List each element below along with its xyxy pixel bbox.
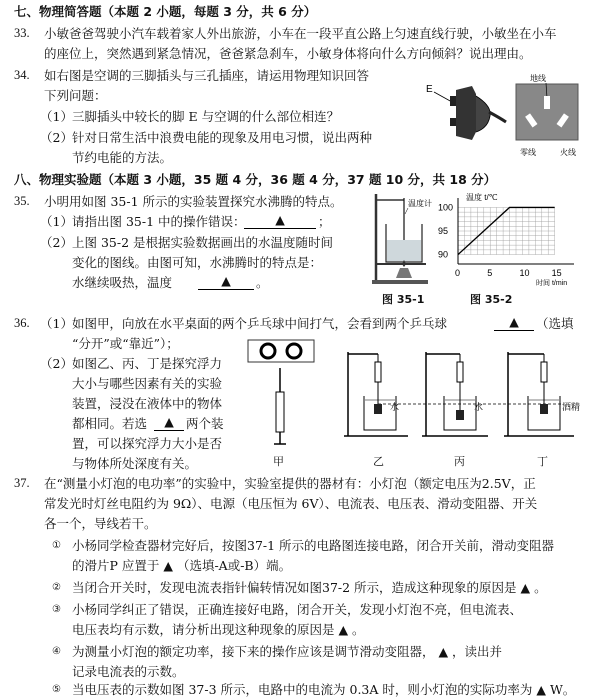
- q37-line2: 常发光时灯丝电阻约为 9Ω）、电源（电压恒为 6V）、电流表、电压表、滑动变阻器、开关: [44, 496, 538, 511]
- q37-item1-line2: 的滑片P 应置于 ▲ （选填-A或-B）端。: [72, 558, 292, 573]
- fig-jia: [244, 338, 316, 448]
- q37-item4-line2: 记录电流表的示数。: [72, 664, 185, 679]
- chart-y-label: 温度 t/℃: [466, 193, 498, 202]
- q37-item2-num: ②: [52, 582, 61, 593]
- fig35-2-caption: 图 35-2: [470, 293, 513, 306]
- yi-spring-scale: [375, 362, 381, 382]
- q36-sub2-num: （2）: [40, 356, 73, 371]
- q36-sub2-line5: 置，可以探究浮力大小是否: [72, 436, 223, 451]
- socket-label-neutral: 零线: [520, 148, 536, 157]
- q35-sub2-last: 水继续吸热，温度: [72, 275, 173, 290]
- q36-sub1-num: （1）: [40, 316, 73, 331]
- chart-x-label: 时间 t/min: [536, 280, 568, 287]
- chart-y-tick-label: 100: [438, 202, 454, 213]
- pingpong-right: [287, 344, 301, 358]
- fig-ding-label: 丁: [537, 455, 548, 468]
- q37-item5-num: ⑤: [52, 684, 61, 695]
- q37-item3-line2: 电压表均有示数，请分析出现这种现象的原因是 ▲ 。: [72, 622, 365, 637]
- plug-label-e: E: [426, 84, 433, 95]
- q37-item2-line1: 当闭合开关时，发现电流表指针偏转情况如图37-2 所示，造成这种现象的原因是 ▲ 。: [72, 580, 547, 595]
- q37-item4-line1: 为测量小灯泡的额定功率，接下来的操作应该是调节滑动变阻器， ▲ ，读出并: [72, 644, 503, 659]
- q36-sub2-after: 两个装: [186, 416, 224, 431]
- fig-ding-setup: [504, 352, 580, 436]
- syringe: [276, 392, 284, 432]
- ding-object: [540, 404, 548, 414]
- plug-pin-lower: [450, 118, 456, 126]
- q37-item4-num: ④: [52, 646, 61, 657]
- plug-socket-figure: [420, 70, 592, 162]
- chart-x-tick-label: 0: [455, 268, 461, 278]
- q36-sub1-tail: （选填: [536, 316, 574, 331]
- ding-spring-scale: [541, 362, 547, 382]
- q36-sub2-blank[interactable]: ▲: [154, 414, 184, 431]
- q37-item5-line1: 当电压表的示数如图 37-3 所示，电路中的电流为 0.3A 时，则小灯泡的实际功率为 ▲ W。: [72, 682, 576, 697]
- bing-liquid-label: 水: [474, 402, 484, 412]
- socket-hole-ground: [544, 96, 550, 109]
- q34-line2: 下列问题：: [44, 88, 107, 103]
- q35-sub1-text: 请指出图 35-1 中的操作错误：: [72, 214, 246, 229]
- q34-sub2-line2: 节约电能的方法。: [72, 150, 173, 165]
- q36-sub1-line2: “分开”或“靠近”）；: [72, 336, 179, 351]
- q36-sub2-line6: 与物体所处深度有关。: [72, 456, 198, 471]
- q36-sub2-line4: 都相同。若选: [72, 416, 148, 431]
- q37-line1: 在“测量小灯泡的电功率”的实验中，实验室提供的器材有：小灯泡（额定电压为2.5V，正: [44, 476, 536, 491]
- alcohol-lamp: [396, 268, 412, 278]
- q33-line1: 小敏爸爸驾驶小汽车载着家人外出旅游，小车在一段平直公路上匀速直线行驶，小敏坐在小车: [44, 26, 557, 41]
- fig-yi-setup: [344, 352, 408, 436]
- q34-number: 34.: [14, 68, 30, 82]
- q36-number: 36.: [14, 316, 30, 330]
- q34-sub2-line1: 针对日常生活中浪费电能的现象及用电习惯，说出两种: [72, 130, 373, 145]
- chart-x-tick-label: 10: [519, 268, 530, 278]
- q37-item3-num: ③: [52, 604, 61, 615]
- fig-bing-setup: [422, 352, 488, 436]
- q35-sub2-tail: 。: [256, 275, 269, 290]
- q33-number: 33.: [14, 26, 30, 40]
- q34-line1: 如右图是空调的三脚插头与三孔插座，请运用物理知识回答: [44, 68, 370, 83]
- plug-pin-e: [450, 96, 456, 106]
- fig-bing-label: 丙: [454, 455, 465, 468]
- chart-x-tick-label: 15: [551, 268, 562, 278]
- q35-sub1-num: （1）: [40, 214, 73, 229]
- socket-label-ground: 地线: [530, 74, 546, 83]
- fig35-1-apparatus: [358, 190, 438, 288]
- q35-sub1-tail: ；: [318, 214, 331, 229]
- q34-sub1-text: 三脚插头中较长的脚 E 与空调的什么部位相连？: [72, 109, 340, 124]
- q35-sub2-num: （2）: [40, 235, 73, 250]
- q37-number: 37.: [14, 476, 30, 490]
- q36-sub1-blank[interactable]: ▲: [494, 314, 534, 331]
- plug-body: [456, 86, 476, 140]
- chart-y-tick-label: 95: [438, 226, 449, 236]
- q36-sub2-line1: 如图乙、丙、丁是探究浮力: [72, 356, 223, 371]
- socket-label-live: 火线: [560, 148, 576, 157]
- q35-sub2-line2: 变化的图线。由图可知，水沸腾时的特点是：: [72, 255, 323, 270]
- q33-line2: 的座位上，突然遇到紧急情况，爸爸紧急刹车，小敏身体将向什么方向倾斜？说出理由。: [44, 46, 532, 61]
- section8-title: 八、物理实验题（本题 3 小题，35 题 4 分，36 题 4 分，37 题 10 分，共 18 分）: [14, 172, 497, 187]
- jia-table: [248, 340, 314, 362]
- yi-liquid-label: 水: [390, 402, 400, 412]
- fig35-1-caption: 图 35-1: [382, 293, 425, 306]
- q37-item1-num: ①: [52, 540, 61, 551]
- plug-cable: [489, 112, 506, 122]
- q35-sub1-blank[interactable]: ▲: [244, 212, 316, 229]
- fig35-2-chart: [432, 192, 580, 288]
- q34-sub2-num: （2）: [40, 130, 73, 145]
- bing-spring-scale: [457, 362, 463, 382]
- q35-line: 小明用如图 35-1 所示的实验装置探究水沸腾的特点。: [44, 194, 343, 209]
- fig-jia-label: 甲: [273, 455, 284, 468]
- q36-sub2-line3: 装置，浸没在液体中的物体: [72, 396, 223, 411]
- pingpong-left: [261, 344, 275, 358]
- q35-sub2-line1: 上图 35-2 是根据实验数据画出的水温度随时间: [72, 235, 334, 250]
- chart-y-tick-label: 90: [438, 249, 449, 260]
- q37-item1-line1: 小杨同学检查器材完好后，按图37-1 所示的电路图连接电路，闭合开关前，滑动变阻器: [72, 538, 555, 553]
- q34-sub1-num: （1）: [40, 109, 73, 124]
- q35-sub2-blank[interactable]: ▲: [198, 273, 254, 290]
- yi-object: [374, 404, 382, 414]
- fig-yi-label: 乙: [373, 455, 384, 468]
- q36-sub1-text: 如图甲，向放在水平桌面的两个乒乓球中间打气，会看到两个乒乓球: [72, 316, 448, 331]
- q37-line3: 各一个，导线若干。: [44, 516, 157, 531]
- bing-object: [456, 410, 464, 420]
- fig35-1-thermo-label: 温度计: [408, 199, 432, 208]
- fig-buoyancy-setups: [338, 344, 588, 444]
- q35-number: 35.: [14, 194, 30, 208]
- ding-liquid-label: 酒精: [562, 402, 581, 412]
- section7-title: 七、物理简答题（本题 2 小题，每题 3 分，共 6 分）: [14, 4, 317, 19]
- q36-sub2-line2: 大小与哪些因素有关的实验: [72, 376, 223, 391]
- chart-x-tick-label: 5: [487, 268, 493, 278]
- socket-plate: [516, 84, 578, 140]
- q37-item3-line1: 小杨同学纠正了错误，正确连接好电路，闭合开关，发现小灯泡不亮，但电流表、: [72, 602, 523, 617]
